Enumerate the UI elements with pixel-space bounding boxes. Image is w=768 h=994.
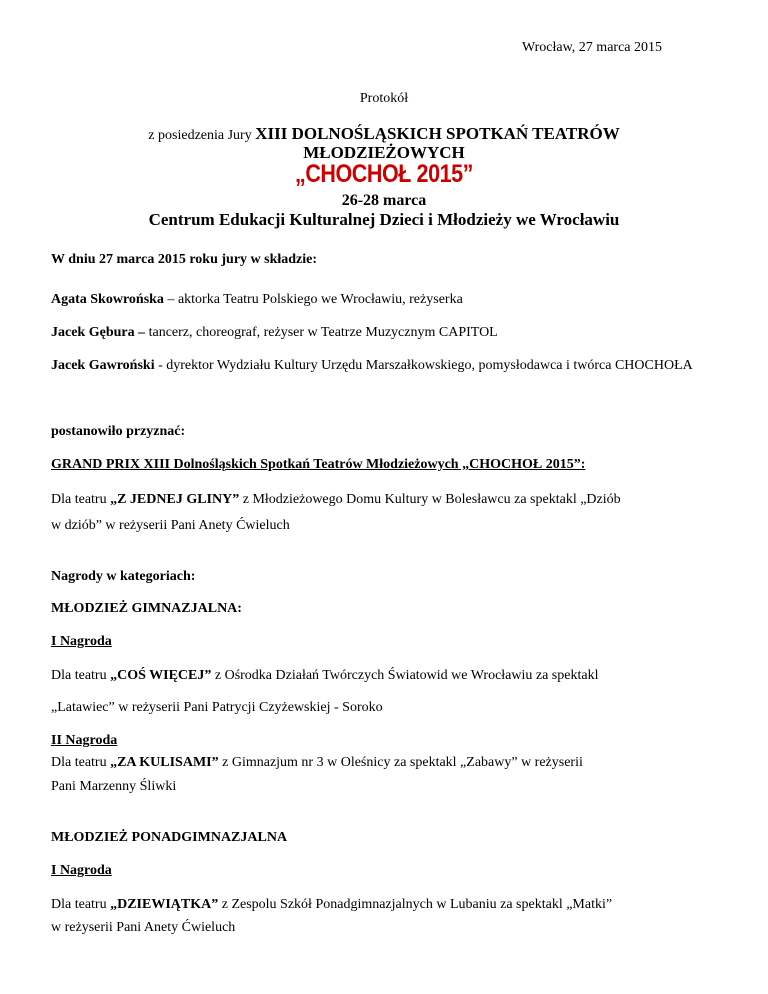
- ponad-first-prize-label: I Nagroda: [51, 863, 112, 878]
- event-name-part2: MŁODZIEŻOWYCH: [303, 143, 465, 162]
- jury-member-name: Jacek Gawroński: [51, 358, 155, 373]
- jury-member-desc: tancerz, choreograf, reżyser w Teatrze Muzycznym CAPITOL: [145, 325, 498, 340]
- category-ponadgimnazjalna-heading: MŁODZIEŻ PONADGIMNAZJALNA: [51, 830, 288, 845]
- theatre-name: „COŚ WIĘCEJ”: [110, 668, 212, 683]
- text-prefix: Dla teatru: [51, 492, 111, 507]
- ponad-first-prize-line1: [51, 897, 612, 913]
- theatre-name: „Z JEDNEJ GLINY”: [110, 492, 240, 507]
- gim-first-prize-label: I Nagroda: [51, 634, 112, 649]
- theatre-name: „ZA KULISAMI”: [110, 755, 219, 770]
- text-prefix: Dla teatru: [51, 668, 111, 683]
- text-prefix: Dla teatru: [51, 897, 111, 912]
- gim-second-prize-label: II Nagroda: [51, 733, 118, 748]
- document-title: Protokół: [359, 91, 409, 106]
- gim-second-prize-line2: Pani Marzenny Śliwki: [51, 779, 177, 794]
- grand-prix-heading: GRAND PRIX XIII Dolnośląskich Spotkań Teatrów Młodzieżowych „CHOCHOŁ 2015”:: [51, 457, 586, 472]
- jury-intro: W dniu 27 marca 2015 roku jury w składzie:: [51, 252, 318, 267]
- jury-member-desc: – aktorka Teatru Polskiego we Wrocławiu, reżyserka: [163, 292, 463, 307]
- jury-member-desc: - dyrektor Wydziału Kultury Urzędu Marszałkowskiego, pomysłodawca i twórca CHOCHOŁA: [154, 358, 693, 373]
- grand-prix-text-line1: [51, 492, 621, 508]
- text-rest: z Młodzieżowego Domu Kultury w Bolesławcu za spektakl „Dziób: [239, 492, 621, 507]
- event-dates: 26-28 marca: [341, 192, 427, 209]
- text-rest: z Gimnazjum nr 3 w Oleśnicy za spektakl „Zabawy” w reżyserii: [218, 755, 583, 770]
- jury-member-name: Jacek Gębura –: [51, 325, 146, 340]
- gim-second-prize-line1: [51, 755, 583, 771]
- jury-member-3: [51, 358, 717, 374]
- event-name-part1: XIII DOLNOŚLĄSKICH SPOTKAŃ TEATRÓW: [255, 124, 620, 143]
- event-venue: Centrum Edukacji Kulturalnej Dzieci i Młodzieży we Wrocławiu: [148, 210, 620, 229]
- theatre-name: „DZIEWIĄTKA”: [110, 897, 219, 912]
- gim-first-prize-line2: „Latawiec” w reżyserii Pani Patrycji Czyżewskiej - Soroko: [51, 700, 383, 715]
- decision-intro: postanowiło przyznać:: [51, 424, 186, 439]
- festival-logo-title: „CHOCHOŁ 2015”: [295, 160, 473, 188]
- text-rest: z Ośrodka Działań Twórczych Światowid we Wrocławiu za spektakl: [211, 668, 599, 683]
- meeting-heading-prefix: z posiedzenia Jury: [148, 128, 252, 143]
- grand-prix-text-line2: w dziób” w reżyserii Pani Anety Ćwieluch: [51, 518, 290, 533]
- document-date: Wrocław, 27 marca 2015: [521, 40, 662, 55]
- text-rest: z Zespolu Szkół Ponadgimnazjalnych w Lubaniu za spektakl „Matki”: [218, 897, 613, 912]
- meeting-heading-line1: [0, 124, 768, 144]
- jury-member-2: [51, 325, 498, 341]
- ponad-first-prize-line2: w reżyserii Pani Anety Ćwieluch: [51, 920, 236, 935]
- category-gimnazjalna-heading: MŁODZIEŻ GIMNAZJALNA:: [51, 601, 242, 616]
- jury-member-name: Agata Skowrońska: [51, 292, 164, 307]
- jury-member-1: [51, 292, 463, 308]
- categories-heading: Nagrody w kategoriach:: [51, 569, 196, 584]
- gim-first-prize-line1: [51, 668, 598, 684]
- text-prefix: Dla teatru: [51, 755, 111, 770]
